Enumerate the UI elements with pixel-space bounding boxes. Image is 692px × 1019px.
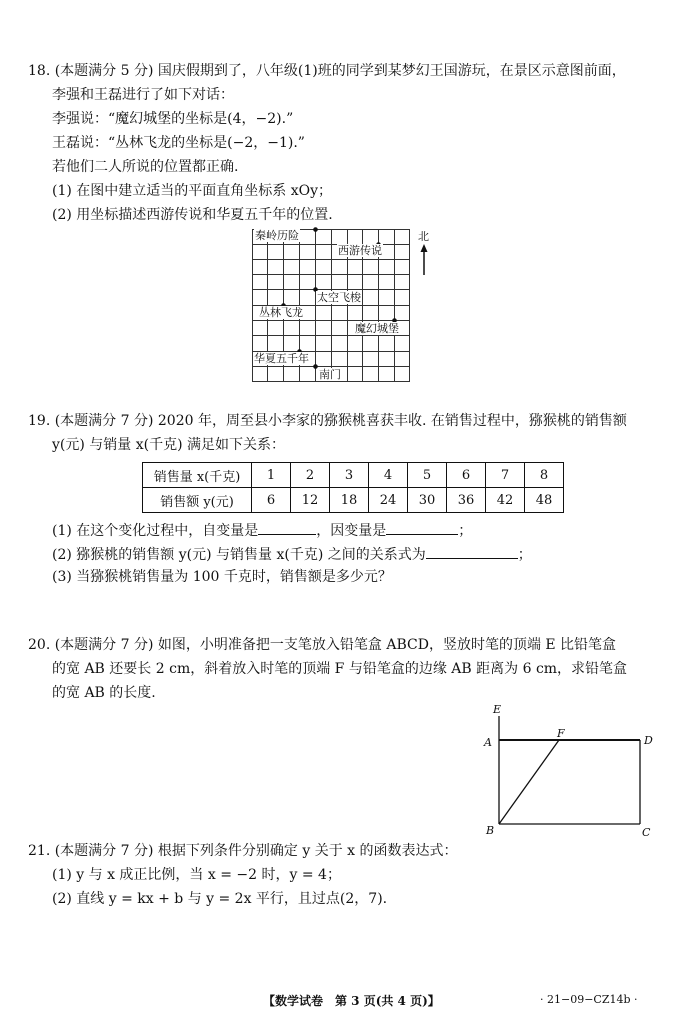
q18-part1: (1) 在图中建立适当的平面直角坐标系 xOy； <box>52 183 333 199</box>
q19-part1 <box>52 520 472 540</box>
q20-line3: 的宽 AB 的长度. <box>52 685 156 701</box>
map-label-qinling: 秦岭历险 <box>255 229 299 242</box>
table-cell: 1 <box>252 463 291 488</box>
q18-line3: 李强说：“魔幻城堡的坐标是(4，−2).” <box>52 111 294 127</box>
q19-part3: (3) 当猕猴桃销售量为 100 千克时，销售额是多少元？ <box>52 569 392 585</box>
table-cell: 6 <box>447 463 486 488</box>
map-label-xiyou: 西游传说 <box>338 244 382 257</box>
q18-line1: 18. (本题满分 5 分) 国庆假期到了，八年级(1)班的同学到某梦幻王国游玩，在景区示意图前面， <box>28 63 626 79</box>
point-label-a: A <box>484 736 492 749</box>
table-cell: 4 <box>369 463 408 488</box>
table-cell: 5 <box>408 463 447 488</box>
q19-part1-text-c: ； <box>458 523 473 539</box>
sales-table <box>142 462 564 513</box>
q20-line1: 20. (本题满分 7 分) 如图，小明准备把一支笔放入铅笔盒 ABCD，竖放时笔的顶端 E 比铅笔盒 <box>28 637 617 653</box>
map-label-nanmen: 南门 <box>319 368 341 381</box>
table-cell: 24 <box>369 488 408 513</box>
table-row <box>143 463 564 488</box>
point-label-c: C <box>642 826 651 839</box>
point-label-f: F <box>557 727 565 740</box>
table-cell: 12 <box>291 488 330 513</box>
map-label-huaxia: 华夏五千年 <box>254 352 309 365</box>
scenic-map-figure <box>250 227 415 385</box>
q21-part2: (2) 直线 y = kx + b 与 y = 2x 平行，且过点(2，7). <box>52 891 388 907</box>
q19-line1: 19. (本题满分 7 分) 2020 年，周至县小李家的猕猴桃喜获丰收. 在销售过程中，猕猴桃的销售额 <box>28 413 627 429</box>
table-cell: 7 <box>486 463 525 488</box>
point-label-e: E <box>493 703 502 716</box>
table-cell: 36 <box>447 488 486 513</box>
map-label-conglin: 丛林飞龙 <box>259 306 303 319</box>
table-cell: 6 <box>252 488 291 513</box>
q18-line2: 李强和王磊进行了如下对话： <box>52 87 234 103</box>
q20-line2: 的宽 AB 还要长 2 cm，斜着放入时笔的顶端 F 与铅笔盒的边缘 AB 距离为 6 cm，求铅笔盒 <box>52 661 628 677</box>
table-cell: 30 <box>408 488 447 513</box>
table-cell: 48 <box>525 488 564 513</box>
q19-part1-text-b: ，因变量是 <box>316 523 387 539</box>
map-label-mohuan: 魔幻城堡 <box>355 322 399 335</box>
page-footer-code: · 21−09−CZ14b · <box>540 993 638 1006</box>
q18-line5: 若他们二人所说的位置都正确. <box>52 159 239 175</box>
q19-line2: y(元) 与销量 x(千克) 满足如下关系： <box>52 437 286 453</box>
answer-blank-independent[interactable] <box>258 520 316 535</box>
q18-part2: (2) 用坐标描述西游传说和华夏五千年的位置. <box>52 207 333 223</box>
north-arrow-icon <box>418 244 430 276</box>
table-row-header: 销售量 x(千克) <box>143 463 252 488</box>
table-cell: 8 <box>525 463 564 488</box>
point-label-b: B <box>486 824 495 837</box>
table-cell: 2 <box>291 463 330 488</box>
table-cell: 18 <box>330 488 369 513</box>
answer-blank-dependent[interactable] <box>386 520 458 535</box>
q19-part2-text-a: (2) 猕猴桃的销售额 y(元) 与销售量 x(千克) 之间的关系式为 <box>52 547 426 563</box>
point-label-d: D <box>644 734 653 747</box>
map-label-taikong: 太空飞梭 <box>317 291 361 304</box>
table-cell: 3 <box>330 463 369 488</box>
north-label: 北 <box>418 230 429 243</box>
q19-part2 <box>52 544 532 564</box>
q19-part2-text-b: ； <box>517 547 532 563</box>
q19-part1-text-a: (1) 在这个变化过程中，自变量是 <box>52 523 259 539</box>
table-row <box>143 488 564 513</box>
q21-part1: (1) y 与 x 成正比例，当 x = −2 时，y = 4； <box>52 867 341 883</box>
table-cell: 42 <box>486 488 525 513</box>
pencil-box-figure <box>478 700 658 842</box>
table-row-header: 销售额 y(元) <box>143 488 252 513</box>
page-footer-center: 【数学试卷 第 3 页(共 4 页)】 <box>263 994 440 1008</box>
q18-line4: 王磊说：“丛林飞龙的坐标是(−2，−1).” <box>52 135 305 151</box>
answer-blank-relation[interactable] <box>426 544 518 559</box>
q21-line1: 21. (本题满分 7 分) 根据下列条件分别确定 y 关于 x 的函数表达式： <box>28 843 458 859</box>
